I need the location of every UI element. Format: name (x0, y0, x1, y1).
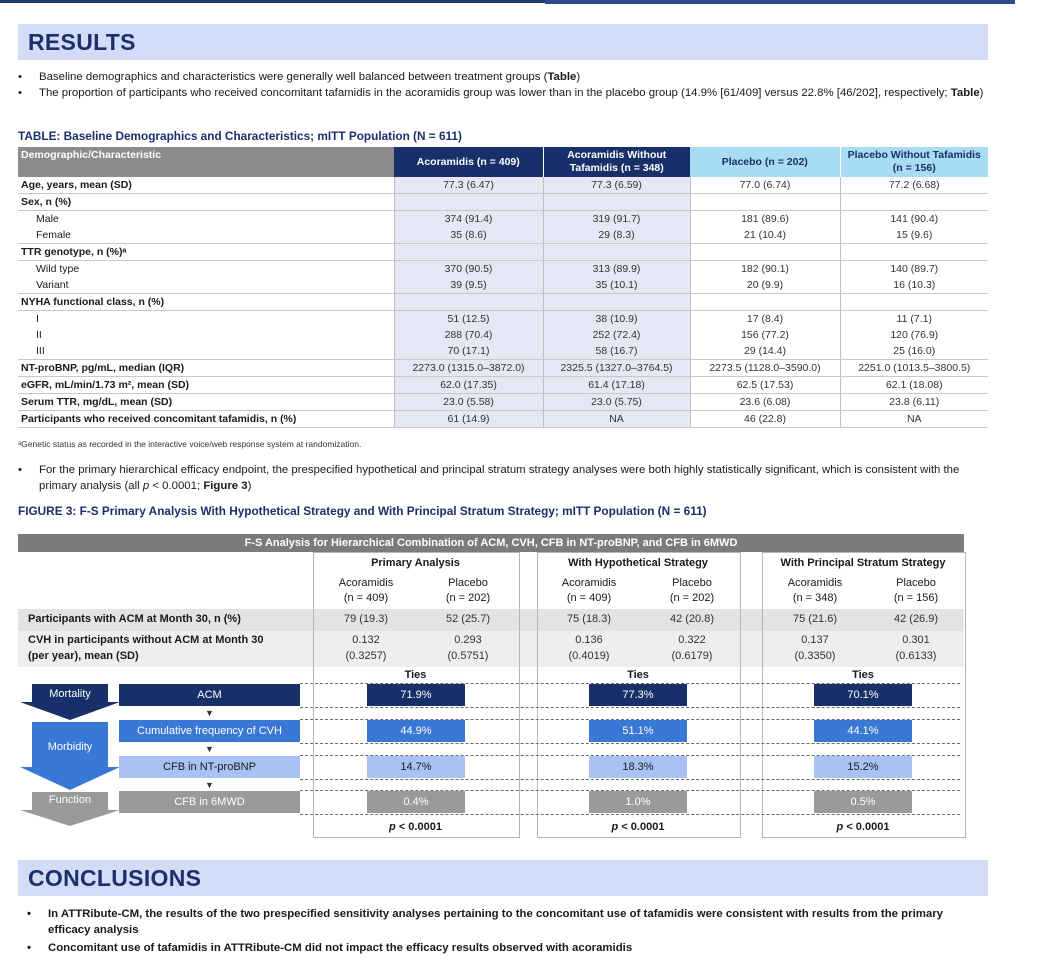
table-cell: 17 (8.4) (690, 311, 840, 328)
table-cell (840, 244, 988, 261)
arm1-n: (n = 348) (792, 592, 838, 604)
table-cell (394, 244, 543, 261)
table-cell: 252 (72.4) (543, 327, 690, 343)
table-header-placebo-without-tafamidis: Placebo Without Tafamidis (n = 156) (840, 147, 988, 177)
table-cell: NA (840, 411, 988, 428)
table-cell: 70 (17.1) (394, 343, 543, 360)
table-cell: 29 (14.4) (690, 343, 840, 360)
ties-bar: 71.9% (367, 684, 465, 706)
row-label: Variant (18, 277, 394, 294)
table-cell: 46 (22.8) (690, 411, 840, 428)
ties-bar: 15.2% (814, 756, 912, 778)
results-bullet-1: • Baseline demographics and characteristics were generally well balanced between treatment groups (Table) (18, 69, 993, 85)
ties-label: Ties (627, 669, 649, 681)
group-title: Primary Analysis (371, 557, 460, 569)
table-caption: TABLE: Baseline Demographics and Characteristics; mITT Population (N = 611) (18, 129, 462, 143)
cvh-sd: (0.4019) (568, 650, 610, 662)
table-header-placebo: Placebo (n = 202) (690, 147, 840, 177)
acm-value: 42 (26.9) (893, 613, 939, 625)
arm1-name: Acoramidis (338, 577, 394, 589)
morbidity-label: Morbidity (47, 741, 93, 753)
row-label: eGFR, mL/min/1.73 m², mean (SD) (18, 377, 394, 394)
table-cell (394, 194, 543, 211)
table-cell: 2251.0 (1013.5–3800.5) (840, 360, 988, 377)
acm-row-label: Participants with ACM at Month 30, n (%) (28, 613, 241, 625)
table-footnote: ᵃGenetic status as recorded in the interactive voice/web response system at randomization. (18, 439, 362, 449)
dashed-connector (300, 707, 960, 708)
cvh-value: 0.137 (801, 634, 829, 646)
p-value: p < 0.0001 (836, 821, 890, 833)
cvh-value: 0.132 (352, 634, 380, 646)
table-cell: 35 (10.1) (543, 277, 690, 294)
table-cell: 181 (89.6) (690, 211, 840, 228)
component-6mwd: CFB in 6MWD (119, 791, 300, 813)
table-cell: 62.1 (18.08) (840, 377, 988, 394)
row-label: Age, years, mean (SD) (18, 177, 394, 194)
ties-bar: 44.9% (367, 720, 465, 742)
results-banner (18, 24, 988, 60)
dashed-connector (300, 790, 960, 791)
table-cell: 370 (90.5) (394, 261, 543, 278)
table-row (18, 177, 988, 194)
table-cell: 2273.0 (1315.0–3872.0) (394, 360, 543, 377)
table-cell: 61 (14.9) (394, 411, 543, 428)
table-cell: 23.8 (6.11) (840, 394, 988, 411)
table-cell: 62.0 (17.35) (394, 377, 543, 394)
dashed-connector (300, 743, 960, 744)
table-row (18, 327, 988, 343)
table-cell: 313 (89.9) (543, 261, 690, 278)
figure-header: F-S Analysis for Hierarchical Combination of ACM, CVH, CFB in NT-proBNP, and CFB in 6MWD (18, 534, 964, 552)
row-label: Male (36, 213, 59, 225)
cvh-row-label-2: (per year), mean (SD) (28, 650, 139, 662)
table-row (18, 194, 988, 211)
ties-bar: 77.3% (589, 684, 687, 706)
table-cell: 61.4 (17.18) (543, 377, 690, 394)
table-cell (543, 244, 690, 261)
table-cell: 140 (89.7) (840, 261, 988, 278)
table-cell: 11 (7.1) (840, 311, 988, 328)
table-cell: 319 (91.7) (543, 211, 690, 228)
dashed-connector (300, 719, 960, 720)
acm-value: 79 (19.3) (343, 613, 389, 625)
table-cell: 20 (9.9) (690, 277, 840, 294)
arm2-name: Placebo (896, 577, 936, 589)
table-row (18, 394, 988, 411)
table-row (18, 294, 988, 311)
row-label: Participants who received concomitant tafamidis, n (%) (18, 411, 394, 428)
cvh-value: 0.136 (575, 634, 603, 646)
mortality-label: Mortality (49, 688, 91, 700)
table-cell: 77.2 (6.68) (840, 177, 988, 194)
table-cell (840, 294, 988, 311)
table-cell (690, 244, 840, 261)
table-row (18, 360, 988, 377)
p-value: p < 0.0001 (389, 821, 442, 833)
table-cell: 23.6 (6.08) (690, 394, 840, 411)
top-rule-accent (545, 0, 1015, 4)
component-ntprobnp: CFB in NT-proBNP (119, 756, 300, 778)
conclusions-banner (18, 860, 988, 896)
ties-bar: 18.3% (589, 756, 687, 778)
ties-bar: 70.1% (814, 684, 912, 706)
conclusion-bullet-2: • Concomitant use of tafamidis in ATTRibute-CM did not impact the efficacy results observed with acoramidis (27, 940, 987, 956)
cvh-sd: (0.5751) (447, 650, 489, 662)
group-title: With Principal Stratum Strategy (780, 557, 946, 569)
table-cell: 39 (9.5) (394, 277, 543, 294)
acm-value: 75 (21.6) (792, 613, 838, 625)
group-title: With Hypothetical Strategy (568, 557, 708, 569)
table-cell: 23.0 (5.75) (543, 394, 690, 411)
table-row (18, 244, 988, 261)
baseline-table (18, 147, 988, 428)
table-header-acoramidis-without-tafamidis: Acoramidis Without Tafamidis (n = 348) (543, 147, 690, 177)
table-row (18, 261, 988, 278)
table-cell: 35 (8.6) (394, 227, 543, 244)
arm1-n: (n = 409) (566, 592, 612, 604)
dashed-connector (300, 814, 960, 815)
row-label: III (18, 343, 394, 360)
table-cell (840, 194, 988, 211)
ties-bar: 44.1% (814, 720, 912, 742)
ties-bar: 14.7% (367, 756, 465, 778)
table-cell: 120 (76.9) (840, 327, 988, 343)
table-cell (690, 294, 840, 311)
cvh-value: 0.301 (902, 634, 930, 646)
dashed-connector (300, 755, 960, 756)
arm2-n: (n = 202) (445, 592, 491, 604)
efficacy-bullet: • For the primary hierarchical efficacy endpoint, the prespecified hypothetical and principal stratum strategy analyses were both highly statistically significant, which is consistent with the primary analysis (all p < 0.0001; Figure 3) (18, 462, 993, 494)
table-cell: 2273.5 (1128.0–3590.0) (690, 360, 840, 377)
table-row (18, 227, 988, 244)
row-label: Female (18, 227, 394, 244)
table-row (18, 211, 988, 228)
table-header-acoramidis: Acoramidis (n = 409) (394, 147, 543, 177)
down-arrow-icon: ▼ (205, 744, 214, 754)
table-cell: 77.3 (6.59) (543, 177, 690, 194)
cvh-value: 0.293 (454, 634, 482, 646)
table-cell: 62.5 (17.53) (690, 377, 840, 394)
table-cell: 15 (9.6) (840, 227, 988, 244)
ties-label: Ties (404, 669, 427, 681)
conclusions-heading: CONCLUSIONS (28, 865, 202, 891)
row-label: NT-proBNP, pg/mL, median (IQR) (18, 360, 394, 377)
cvh-row-label-1: CVH in participants without ACM at Month 30 (28, 634, 264, 646)
cvh-sd: (0.6133) (895, 650, 937, 662)
row-label: Wild type (36, 263, 80, 275)
table-row (18, 411, 988, 428)
component-cvh: Cumulative frequency of CVH (119, 720, 300, 742)
arm1-n: (n = 409) (343, 592, 389, 604)
component-acm: ACM (119, 684, 300, 706)
acm-value: 75 (18.3) (566, 613, 612, 625)
results-heading: RESULTS (28, 29, 136, 55)
arm2-n: (n = 156) (893, 592, 939, 604)
figure-caption: FIGURE 3: F-S Primary Analysis With Hypothetical Strategy and With Principal Stratum Strategy; mITT Population (N = 611) (18, 504, 707, 518)
table-cell: 182 (90.1) (690, 261, 840, 278)
ties-bar: 51.1% (589, 720, 687, 742)
table-cell (690, 194, 840, 211)
table-cell: 25 (16.0) (840, 343, 988, 360)
table-cell: 51 (12.5) (394, 311, 543, 328)
table-cell: 288 (70.4) (394, 327, 543, 343)
cvh-sd: (0.3350) (794, 650, 836, 662)
row-label: Sex, n (%) (18, 194, 394, 211)
table-row (18, 343, 988, 360)
row-label: Serum TTR, mg/dL, mean (SD) (18, 394, 394, 411)
arm2-name: Placebo (672, 577, 712, 589)
down-arrow-icon: ▼ (205, 780, 214, 790)
table-cell: 58 (16.7) (543, 343, 690, 360)
function-label: Function (48, 794, 92, 806)
table-cell: 23.0 (5.58) (394, 394, 543, 411)
conclusions-bullets (27, 906, 987, 956)
table-cell: 77.3 (6.47) (394, 177, 543, 194)
row-label: TTR genotype, n (%)ᵃ (18, 244, 394, 261)
table-cell: 156 (77.2) (690, 327, 840, 343)
cvh-sd: (0.3257) (345, 650, 387, 662)
acm-value: 42 (20.8) (669, 613, 715, 625)
table-cell: 2325.5 (1327.0–3764.5) (543, 360, 690, 377)
arm1-name: Acoramidis (561, 577, 617, 589)
table-header-characteristic: Demographic/Characteristic (18, 147, 394, 177)
table-cell: 16 (10.3) (840, 277, 988, 294)
table-row (18, 277, 988, 294)
row-label: I (36, 313, 39, 325)
down-arrow-icon: ▼ (205, 708, 214, 718)
ties-bar: 1.0% (589, 791, 687, 813)
table-row (18, 377, 988, 394)
results-bullet-2: • The proportion of participants who received concomitant tafamidis in the acoramidis group was lower than in the placebo group (14.9% [61/409] versus 22.8% [46/202], respectively; Table) (18, 85, 993, 101)
cvh-value: 0.322 (678, 634, 706, 646)
arm2-n: (n = 202) (669, 592, 715, 604)
table-cell (543, 194, 690, 211)
p-value: p < 0.0001 (611, 821, 665, 833)
table-cell: 374 (91.4) (394, 211, 543, 228)
table-cell: 38 (10.9) (543, 311, 690, 328)
ties-label: Ties (852, 669, 874, 681)
table-cell: 141 (90.4) (840, 211, 988, 228)
arm2-name: Placebo (448, 577, 488, 589)
acm-value: 52 (25.7) (445, 613, 491, 625)
row-label: II (36, 329, 42, 341)
dashed-connector (300, 683, 960, 684)
table-cell: NA (543, 411, 690, 428)
efficacy-bullets (18, 462, 993, 494)
table-cell: 77.0 (6.74) (690, 177, 840, 194)
table-cell (394, 294, 543, 311)
ties-bar: 0.5% (814, 791, 912, 813)
arm1-name: Acoramidis (787, 577, 843, 589)
dashed-connector (300, 779, 960, 780)
table-cell (543, 294, 690, 311)
table-cell: 29 (8.3) (543, 227, 690, 244)
table-cell: 21 (10.4) (690, 227, 840, 244)
results-bullets (18, 69, 993, 101)
ties-bar: 0.4% (367, 791, 465, 813)
morbidity-arrow (20, 722, 120, 790)
table-row (18, 311, 988, 328)
cvh-sd: (0.6179) (671, 650, 713, 662)
row-label: NYHA functional class, n (%) (18, 294, 394, 311)
conclusion-bullet-1: • In ATTRibute-CM, the results of the two prespecified sensitivity analyses pertaining to the concomitant use of tafamidis were consistent with results from the primary efficacy analysis (27, 906, 987, 938)
